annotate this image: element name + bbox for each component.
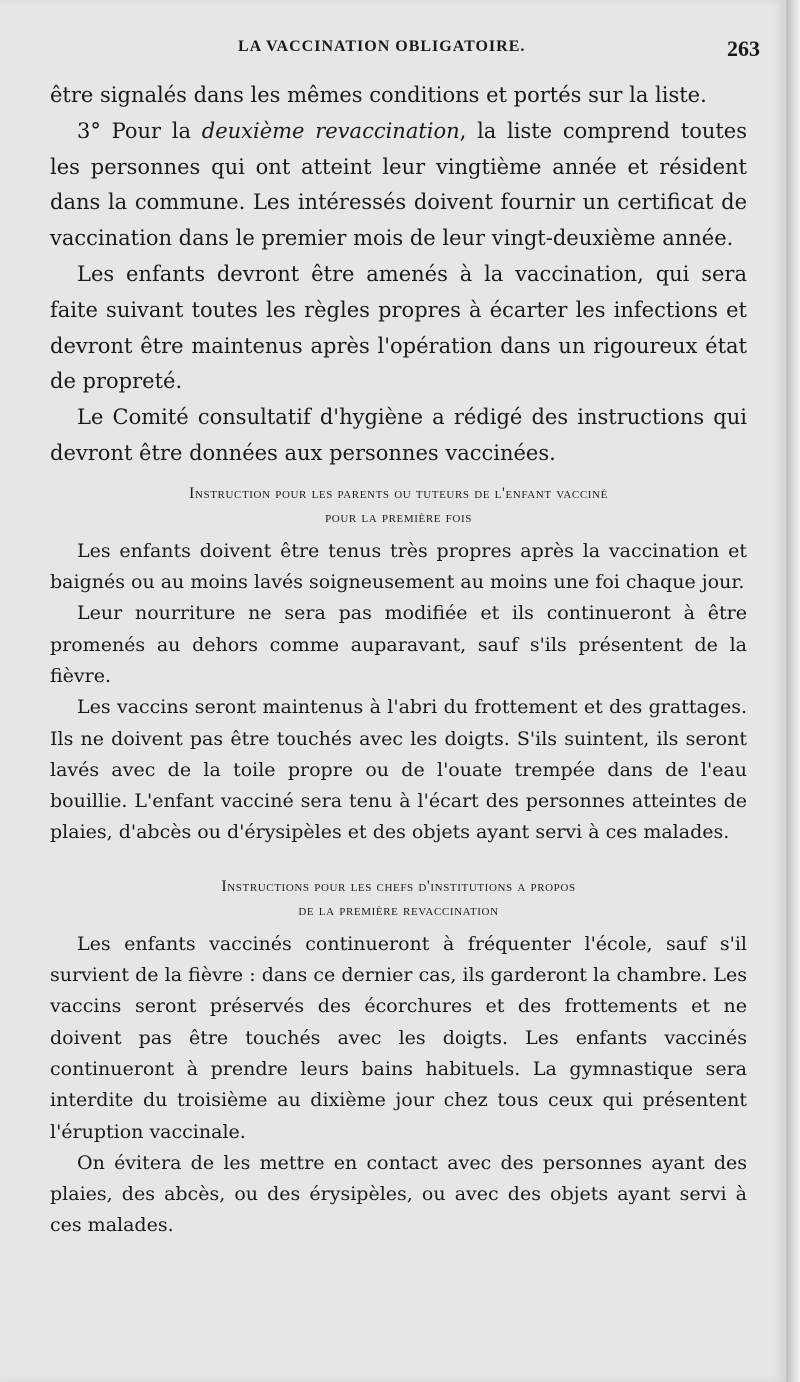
paragraph-contact: On évitera de les mettre en contact avec des personnes ayant des plaies, des abcès, ou des érysipèles, ou avec des objets ayant servi à ces malades. bbox=[50, 1151, 747, 1237]
paragraph-cleanliness: Les enfants doivent être tenus très propres après la vaccination et baignés ou au moins lavés soigneusement au moins une foi chaque jour. bbox=[50, 539, 747, 594]
paragraph-vaccines-care: Les vaccins seront maintenus à l'abri du frottement et des grattages. Ils ne doivent pas être touchés avec les doigts. S'ils suintent, ils seront lavés avec de la toile propre ou de l'ouate trempée dans de l'eau bouillie. L'enfant vacciné sera tenu à l'écart des personnes atteintes de plaies, d'abcès ou d'érysipèles et des objets ayant servi à ces malades. bbox=[50, 696, 747, 844]
heading-line: pour la première fois bbox=[325, 508, 472, 526]
running-title: LA VACCINATION OBLIGATOIRE. bbox=[238, 38, 526, 55]
paragraph-school: Les enfants vaccinés continueront à fréquenter l'école, sauf s'il survient de la fièvre : dans ce dernier cas, ils garderont la chambre. Les vaccins seront préservés des écorchures et des frottements et ne doivent pas être touchés avec les doigts. Les enfants vaccinés continueront à prendre leurs bains habituels. La gymnastique sera interdite du troisième au dixième jour chez tous ceux qui présentent l'éruption vaccinale. bbox=[50, 932, 747, 1143]
paragraph-text: être signalés dans les mêmes conditions et portés sur la liste. bbox=[50, 83, 707, 107]
section-heading-parents bbox=[50, 482, 747, 530]
italic-term: deuxième revaccination bbox=[201, 118, 460, 143]
page-header bbox=[50, 30, 770, 70]
section-parents bbox=[50, 536, 747, 849]
paragraph-children-vaccination: Les enfants devront être amenés à la vaccination, qui sera faite suivant toutes les règles propres à écarter les infections et devront être maintenus après l'opération dans un rigoureux état de propreté. bbox=[50, 261, 747, 394]
page-edge-shadow bbox=[786, 0, 800, 1382]
heading-line: Instruction pour les parents ou tuteurs de l'enfant vacciné bbox=[189, 484, 608, 502]
paragraph-hygiene-committee: Le Comité consultatif d'hygiène a rédigé des instructions qui devront être données aux personnes vaccinées. bbox=[50, 405, 747, 465]
paragraph-second-revaccination bbox=[50, 114, 747, 257]
paragraph-text: , la liste comprend toutes les personnes qui ont atteint leur vingtième année et résident dans la commune. Les intéressés doivent fournir un certificat de vaccination dans le premier mois de leur vingt-deuxième année. bbox=[50, 118, 748, 251]
paragraph-text: 3° Pour la bbox=[77, 118, 202, 143]
page-number: 263 bbox=[727, 36, 760, 61]
section-institutions bbox=[50, 929, 747, 1242]
section-heading-institutions bbox=[50, 875, 747, 923]
heading-line: de la première revaccination bbox=[298, 901, 499, 919]
heading-line: Instructions pour les chefs d'institutions a propos bbox=[221, 877, 576, 895]
paragraph-food: Leur nourriture ne sera pas modifiée et ils continueront à être promenés au dehors comme auparavant, sauf s'ils présentent de la fièvre. bbox=[50, 602, 747, 687]
paragraph-continuation bbox=[50, 78, 747, 114]
page-body bbox=[50, 78, 747, 1246]
